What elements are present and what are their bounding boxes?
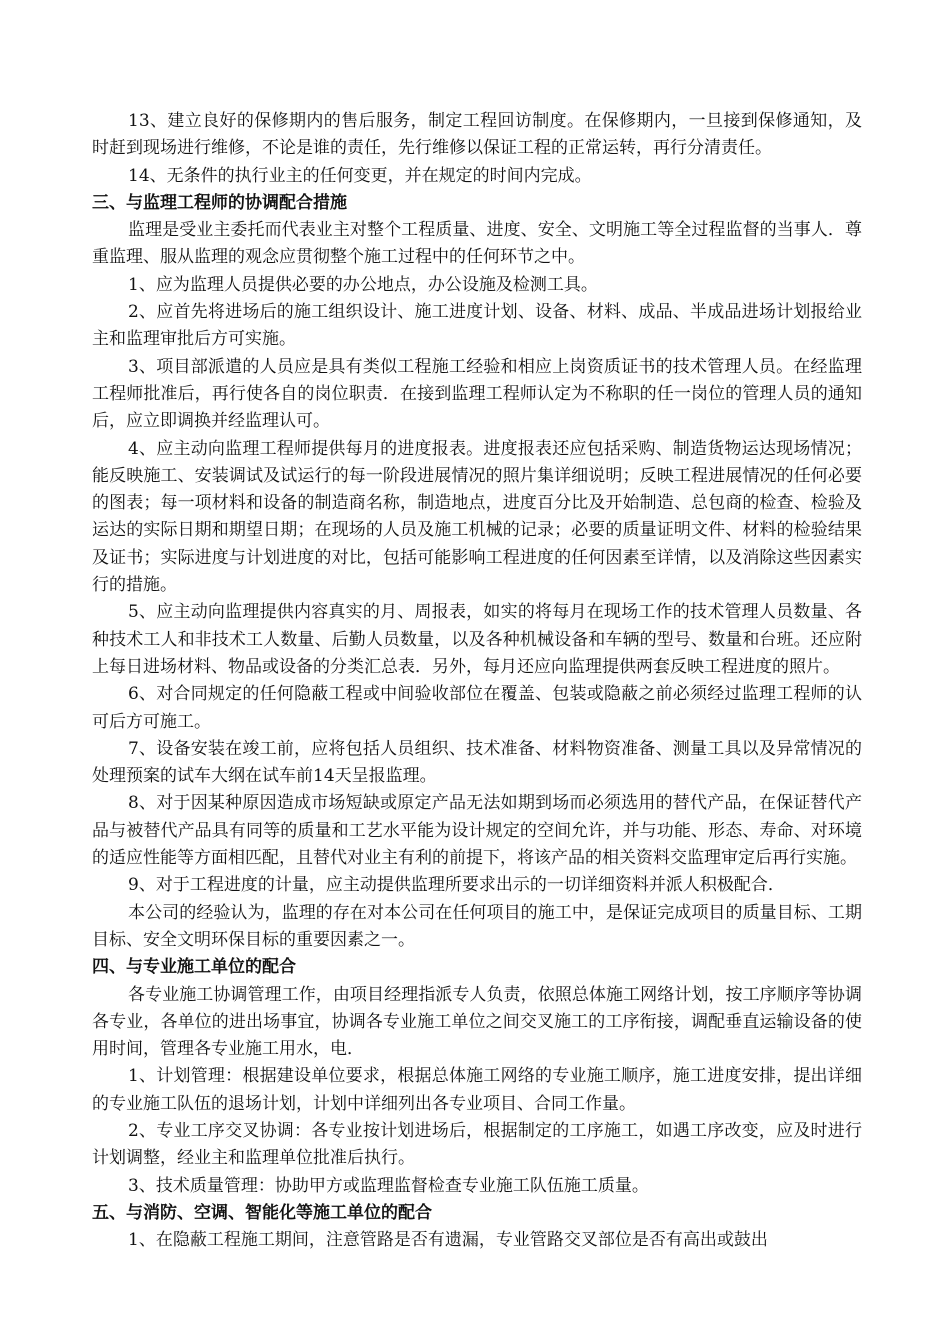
section-heading: 五、与消防、空调、智能化等施工单位的配合 [92,1202,432,1223]
section-heading: 四、与专业施工单位的配合 [92,957,296,978]
paragraph: 13、建立良好的保修期内的售后服务，制定工程回访制度。在保修期内，一旦接到保修通知，及时赶到现场进行维修，不论是谁的责任，先行维修以保证工程的正常运转，再行分清责任。 [92,111,862,159]
document-body [92,108,862,1254]
paragraph: 3、项目部派遣的人员应是具有类似工程施工经验和相应上岗资质证书的技术管理人员。在经监理工程师批准后，再行使各自的岗位职责．在接到监理工程师认定为不称职的任一岗位的管理人员的通知后，应立即调换并经监理认可。 [92,356,862,432]
paragraph: 1、计划管理：根据建设单位要求，根据总体施工网络的专业施工顺序，施工进度安排，提出详细的专业施工队伍的退场计划，计划中详细列出各专业项目、合同工作量。 [92,1066,862,1114]
paragraph: 各专业施工协调管理工作，由项目经理指派专人负责，依照总体施工网络计划，按工序顺序等协调各专业，各单位的进出场事宜，协调各专业施工单位之间交叉施工的工序衔接，调配垂直运输设备的使用时间，管理各专业施工用水，电． [92,984,862,1060]
paragraph: 2、专业工序交叉协调：各专业按计划进场后，根据制定的工序施工，如遇工序改变，应及时进行计划调整，经业主和监理单位批准后执行。 [92,1120,862,1169]
paragraph: 14、无条件的执行业主的任何变更，并在规定的时间内完成。 [128,165,592,186]
paragraph: 9、对于工程进度的计量，应主动提供监理所要求出示的一切详细资料并派人积极配合． [128,875,785,896]
paragraph: 2、应首先将进场后的施工组织设计、施工进度计划、设备、材料、成品、半成品进场计划报给业主和监理审批后方可实施。 [92,302,862,350]
paragraph: 4、应主动向监理工程师提供每月的进度报表。进度报表还应包括采购、制造货物运达现场情况；能反映施工、安装调试及试运行的每一阶段进展情况的照片集详细说明；反映工程进展情况的任何必要的图表；每一项材料和设备的制造商名称，制造地点，进度百分比及开始制造、总包商的检查、检验及运达的实际日期和期望日期；在现场的人员及施工机械的记录；必要的质量证明文件、材料的检验结果及证书；实际进度与计划进度的对比，包括可能影响工程进度的任何因素至详情，以及消除这些因素实行的措施。 [92,438,862,596]
paragraph: 1、在隐蔽工程施工期间，注意管路是否有遗漏，专业管路交叉部位是否有高出或鼓出 [128,1230,768,1251]
paragraph: 8、对于因某种原因造成市场短缺或原定产品无法如期到场而必须选用的替代产品，在保证替代产品与被替代产品具有同等的质量和工艺水平能为设计规定的空间允许，并与功能、形态、寿命、对环境的适应性能等方面相匹配，且替代对业主有利的前提下，将该产品的相关资料交监理审定后再行实施。 [92,793,862,869]
paragraph: 5、应主动向监理提供内容真实的月、周报表，如实的将每月在现场工作的技术管理人员数量、各种技术工人和非技术工人数量、后勤人员数量，以及各种机械设备和车辆的型号、数量和台班。还应附上每日进场材料、物品或设备的分类汇总表．另外，每月还应向监理提供两套反映工程进度的照片。 [92,602,862,677]
paragraph: 7、设备安装在竣工前，应将包括人员组织、技术准备、材料物资准备、测量工具以及异常情况的处理预案的试车大纲在试车前14天呈报监理。 [92,738,862,787]
paragraph: 6、对合同规定的任何隐蔽工程或中间验收部位在覆盖、包装或隐蔽之前必须经过监理工程师的认可后方可施工。 [92,684,862,732]
paragraph: 1、应为监理人员提供必要的办公地点，办公设施及检测工具。 [128,274,598,295]
paragraph: 监理是受业主委托而代表业主对整个工程质量、进度、安全、文明施工等全过程监督的当事人．尊重监理、服从监理的观念应贯彻整个施工过程中的任何环节之中。 [92,220,862,268]
section-heading: 三、与监理工程师的协调配合措施 [92,192,347,213]
paragraph: 本公司的经验认为，监理的存在对本公司在任何项目的施工中，是保证完成项目的质量目标、工期目标、安全文明环保目标的重要因素之一。 [92,902,862,950]
paragraph: 3、技术质量管理：协助甲方或监理监督检查专业施工队伍施工质量。 [128,1175,649,1196]
